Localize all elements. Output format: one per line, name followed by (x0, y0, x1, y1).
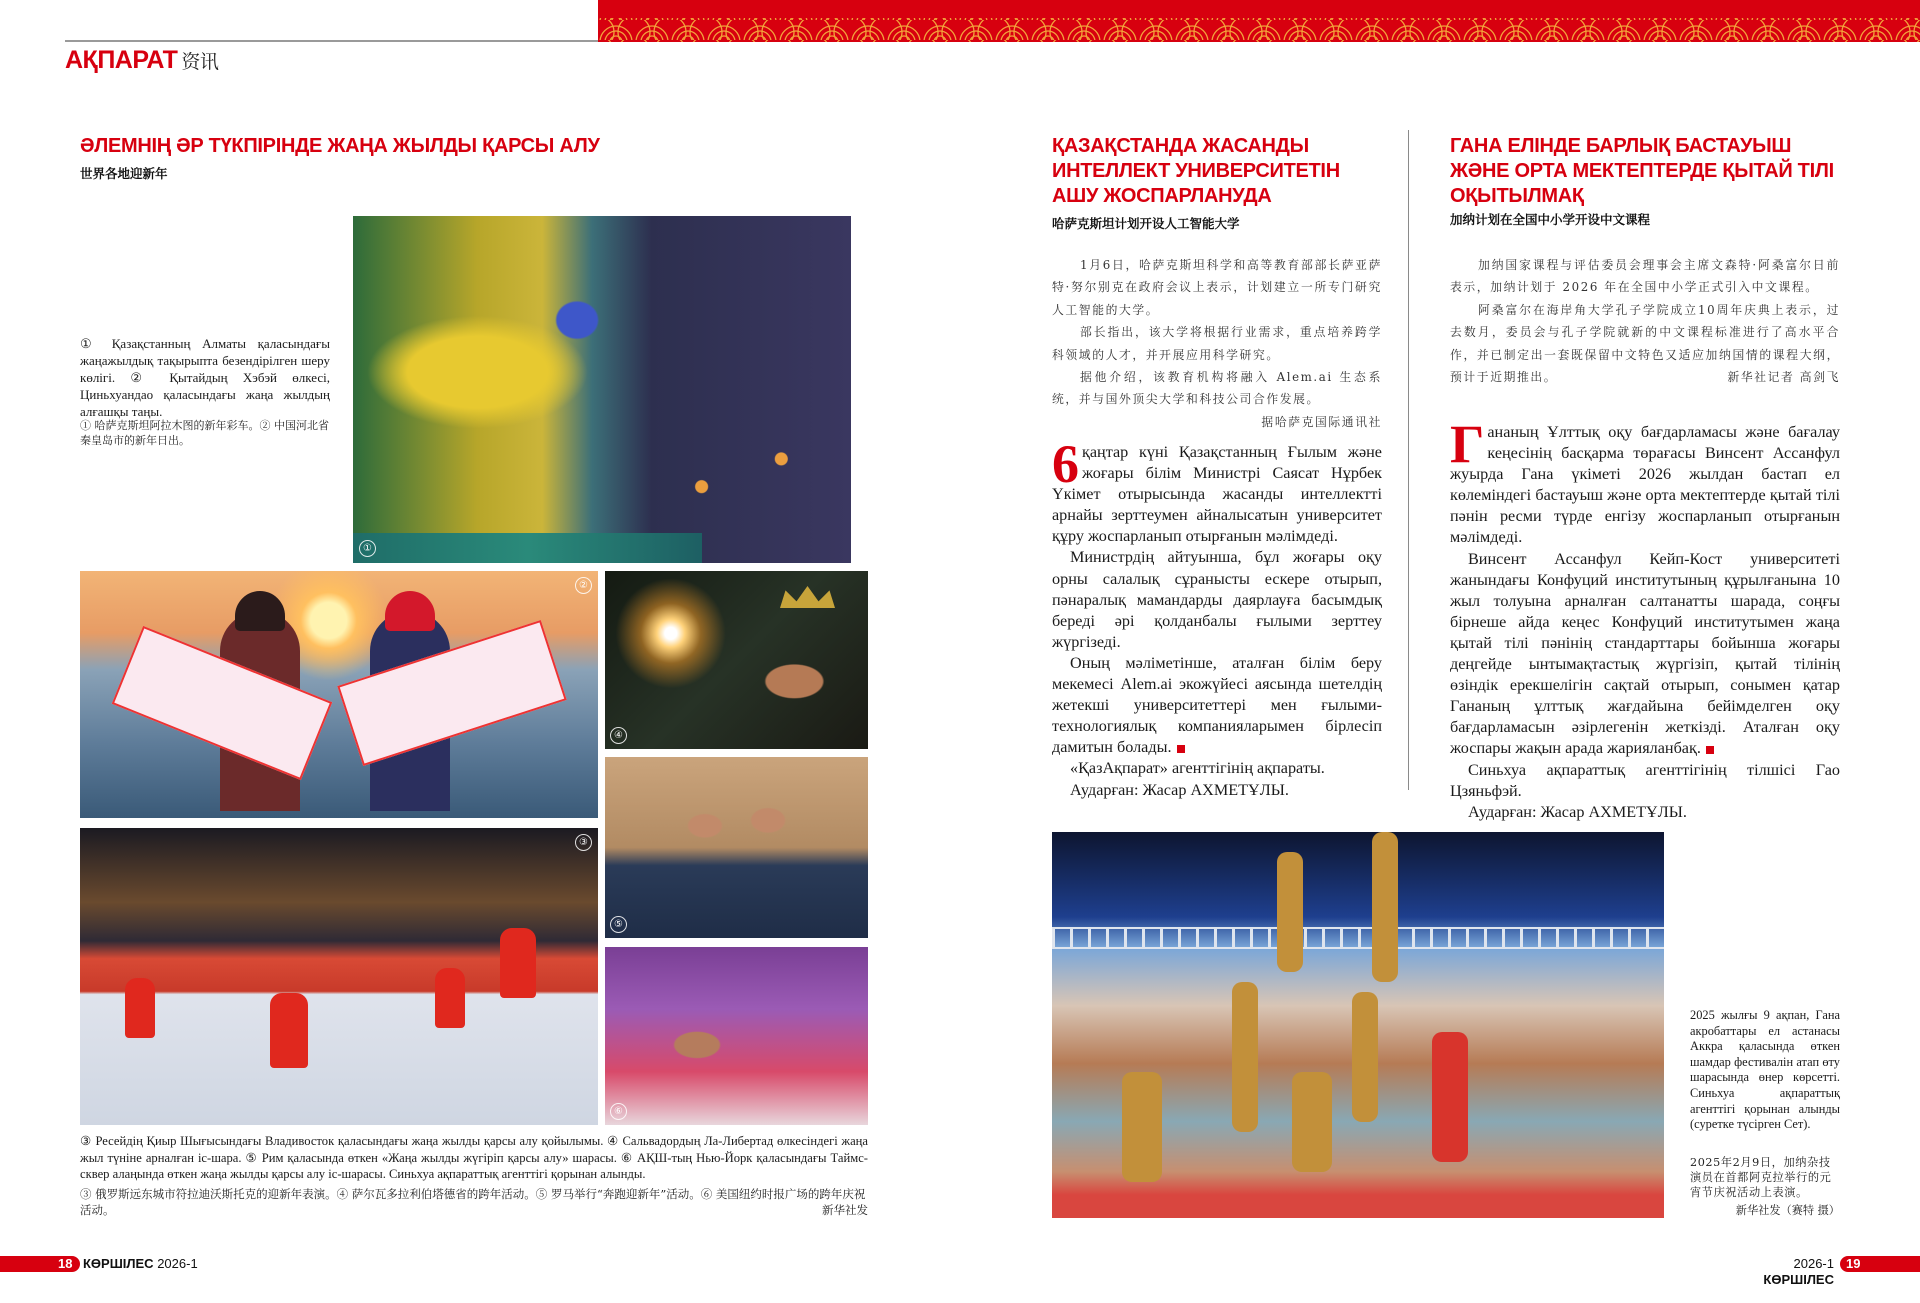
acrobat-figure (1232, 982, 1258, 1132)
source-line: «ҚазАқпарат» агенттігінің ақпараты. (1070, 759, 1325, 778)
crown-shape (780, 586, 835, 608)
acrobat-figure (1432, 1032, 1468, 1162)
left-caption-bottom-credit: 新华社发 (822, 1203, 868, 1217)
decorative-wave-band (598, 0, 1920, 42)
zh-credit: 新华社记者 高剑飞 (1727, 370, 1840, 385)
right-article-subhead: 加纳计划在全国中小学开设中文课程 (1450, 212, 1651, 227)
page-number-right: 19 (1846, 1256, 1861, 1271)
hat-shape (235, 591, 285, 631)
footer-page-tab-right (1840, 1256, 1920, 1272)
source-line: Синьхуа ақпараттық агенттігінің тілшісі Гао Цзяньфэй. (1450, 760, 1840, 800)
footer-left-label (83, 1256, 198, 1272)
right-article-headline: ГАНА ЕЛІНДЕ БАРЛЫҚ БАСТАУЫШ ЖӘНЕ ОРТА МЕКТЕПТЕРДЕ ҚЫТАЙ ТІЛІ ОҚЫТЫЛМАҚ (1450, 135, 1834, 207)
left-caption-bottom-kz: ③ Ресейдің Қиыр Шығысындағы Владивосток қаласындағы жаңа жылды қарсы алу қойылымы. ④ Сальвадордың Ла-Либертад өлкесіндегі жаңа жыл түніне арналған іс-шара. ⑤ Рим қаласында өткен «Жаңа жылды жүгіріп қарсы алу» шарасы. ⑥ АҚШ-тың Нью-Йорк қаласындағы Таймс-сквер алаңында өткен жаңа жылды қарсы алу іс-шарасы. Синьхуа ақпараттық агенттігі қорынан алынды. (80, 1134, 868, 1181)
dropcap: 6 (1052, 434, 1079, 494)
photo-number: ③ (575, 834, 592, 851)
kz-paragraph: Оның мәліметінше, аталған білім беру мекемесі Alem.ai экожүйесі аясында шетелдің жетекші университеттері мен ғылыми-технологиялық компанияларымен бірлесіп дамитын болады. (1052, 653, 1382, 757)
left-article-subhead: 世界各地迎新年 (80, 166, 168, 181)
footer-page-tab-left (0, 1256, 80, 1272)
acrobat-figure (1122, 1072, 1162, 1182)
dropcap: Г (1450, 414, 1485, 474)
left-caption-bottom-zh: ③ 俄罗斯远东城市符拉迪沃斯托克的迎新年表演。④ 萨尔瓦多拉利伯塔德省的跨年活动。⑤ 罗马举行“奔跑迎新年”活动。⑥ 美国纽约时报广场的跨年庆祝活动。 (80, 1187, 866, 1217)
kz-paragraph: қаңтар күні Қазақстанның Ғылым және жоғары білім Министрі Саясат Нұрбек Үкімет отырысында жасанды интеллектті арнайы зерттеумен айналысатын университет құру жоспарланып отырғанын мәлімдеді. (1052, 443, 1382, 546)
skater-figure (500, 928, 536, 998)
left-article-headline: ӘЛЕМНІҢ ӘР ТҮКПІРІНДЕ ЖАҢА ЖЫЛДЫ ҚАРСЫ АЛУ (80, 135, 600, 157)
kz-paragraph: Винсент Ассанфул Кейп-Кост университеті жанындағы Конфуций институтының құрылғанына 10 жыл толуына арналған салтанатты шарада, соңғы бірнеше айда кеңес Конфуций институтымен жаңа қытай тілі пәнінің стандарттары бойынша жоғары деңгейде ынтымақтастық жүргізіп, қытай тілінің өзіндік ерекшелігін сақтай отырып, сонымен қатар Гананың ұлттық жағдайына бейімделген оқу бағдарламасын әзірлегенін жеткізді. Аталған оқу жоспары жақын арада жарияланбақ. (1450, 549, 1840, 758)
right-article-zh-body (1450, 254, 1840, 389)
acrobat-figure (1277, 852, 1303, 972)
left-caption-top-kz: ① Қазақстанның Алматы қаласындағы жаңажылдық тақырыпта безендірілген шеру көлігі. ② Қытайдың Хэбэй өлкесі, Циньхуандао қаласындағы жаңа жылдың алғашқы таңы. (80, 336, 330, 419)
zh-paragraph: 阿桑富尔在海岸角大学孔子学院成立10周年庆典上表示，过去数月，委员会与孔子学院就新的中文课程标准进行了高水平合作，并已制定出一套既保留中文特色又适应加纳国情的课程大纲，预计于近期推出。 (1450, 302, 1840, 385)
photo-qinhuangdao-sunrise (80, 571, 598, 818)
page-number-left: 18 (58, 1256, 73, 1271)
magazine-name: КӨРШІЛЕС (83, 1256, 154, 1271)
middle-article-headline: ҚАЗАҚСТАНДА ЖАСАНДЫ ИНТЕЛЛЕКТ УНИВЕРСИТЕТІН АШУ ЖОСПАРЛАНУДА (1052, 135, 1340, 207)
zh-paragraph: 据他介绍，该教育机构将融入 Alem.ai 生态系统，并与国外顶尖大学和科技公司合作发展。 (1052, 370, 1382, 407)
wave-pattern-icon (598, 0, 1920, 42)
photo-number: ④ (610, 727, 627, 744)
footer-right-label (1720, 1256, 1834, 1288)
end-mark-icon (1706, 746, 1714, 754)
section-title (65, 46, 218, 75)
header-rule (65, 40, 598, 42)
photo-almaty-float (353, 216, 851, 563)
middle-article-subhead: 哈萨克斯坦计划开设人工智能大学 (1052, 216, 1240, 231)
photo-number: ⑤ (610, 916, 627, 933)
right-photo-caption-kz: 2025 жылғы 9 ақпан, Гана акробаттары ел астанасы Аккра қаласында өткен шамдар фестивалін атап өту шарасында өнер көрсетті. Синьхуа ақпараттық агенттігі қорынан алынды (суретке түсірген Сет). (1690, 1008, 1840, 1132)
skater-figure (435, 968, 465, 1028)
middle-article-zh-body (1052, 254, 1382, 433)
skater-figure (125, 978, 155, 1038)
section-title-zh: 资讯 (181, 51, 219, 73)
zh-paragraph: 部长指出，该大学将根据行业需求，重点培养跨学科领域的人才，并开展应用科学研究。 (1052, 325, 1382, 362)
issue-number: 2026-1 (1793, 1256, 1834, 1271)
photo-number: ① (359, 540, 376, 557)
column-divider (1408, 130, 1409, 790)
photo-number: ⑥ (610, 1103, 627, 1120)
acrobat-figure (1352, 992, 1378, 1122)
right-photo-caption-zh: 2025年2月9日，加纳杂技演员在首都阿克拉举行的元宵节庆祝活动上表演。 (1690, 1156, 1832, 1199)
kz-paragraph: Министрдің айтуынша, бұл жоғары оқу орны салалық сұранысты ескере отырып, пәнаралық мамандарды даярлауға басымдық береді әрі қолданбалы ғылыми зерттеу жүргізеді. (1052, 548, 1382, 651)
skater-figure (270, 993, 308, 1068)
translator-line: Аударған: Жасар АХМЕТҰЛЫ. (1070, 780, 1289, 799)
section-title-kz: АҚПАРАТ (65, 46, 178, 74)
magazine-name: КӨРШІЛЕС (1763, 1272, 1834, 1287)
photo-vladivostok-skaters (80, 828, 598, 1125)
hat-shape (385, 591, 435, 631)
end-mark-icon (1177, 745, 1185, 753)
photo-rome-run (605, 757, 868, 938)
right-article-kz-body (1450, 414, 1840, 823)
photo-number: ② (575, 577, 592, 594)
zh-credit: 据哈萨克国际通讯社 (1261, 414, 1382, 429)
photo-times-square (605, 947, 868, 1125)
left-caption-top-zh: ① 哈萨克斯坦阿拉木图的新年彩车。② 中国河北省秦皇岛市的新年日出。 (80, 419, 329, 447)
issue-number: 2026-1 (157, 1256, 198, 1271)
acrobat-figure (1292, 1072, 1332, 1172)
translator-line: Аударған: Жасар АХМЕТҰЛЫ. (1468, 802, 1687, 821)
photo-ghana-acrobats (1052, 832, 1664, 1218)
stage-truss (1052, 927, 1664, 949)
photo-la-libertad-sparkler (605, 571, 868, 749)
acrobat-figure (1372, 832, 1398, 982)
photo-detail (353, 533, 702, 563)
zh-paragraph: 加纳国家课程与评估委员会理事会主席文森特·阿桑富尔日前表示，加纳计划于 2026 年在全国中小学正式引入中文课程。 (1450, 258, 1840, 295)
kz-paragraph: ананың Ұлттық оқу бағдарламасы және бағалау кеңесінің басқарма төрағасы Винсент Ассанфул жуырда Гана үкіметі 2026 жылдан бастап ел көлеміндегі бастауыш және орта мектептерде қытай тілі пәнін ресми түрде енгізу жоспарланып отырғанын мәлімдеді. (1450, 423, 1840, 547)
middle-article-kz-body (1052, 434, 1382, 801)
zh-paragraph: 1月6日，哈萨克斯坦科学和高等教育部部长萨亚萨特·努尔别克在政府会议上表示，计划建立一所专门研究人工智能的大学。 (1052, 258, 1382, 317)
right-photo-caption-credit: 新华社发（赛特 摄） (1735, 1204, 1840, 1217)
